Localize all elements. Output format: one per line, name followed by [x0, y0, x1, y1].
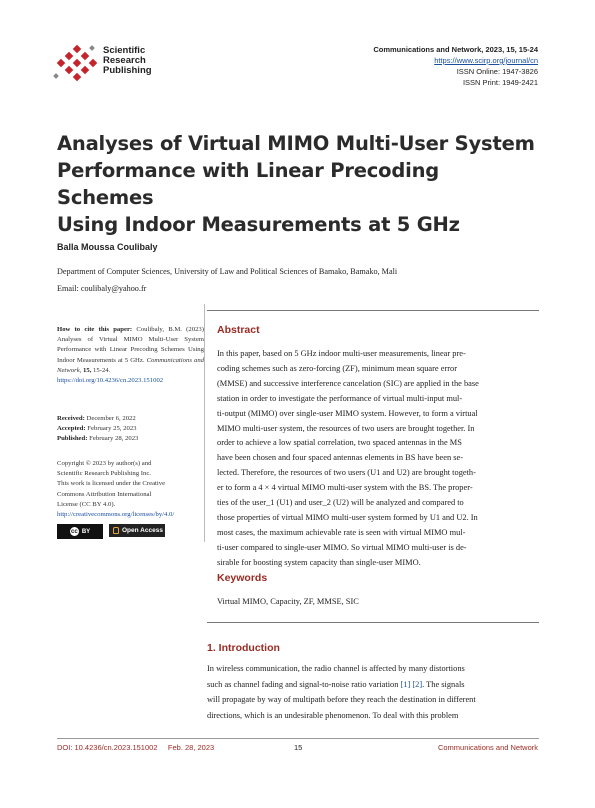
paper-title: Analyses of Virtual MIMO Multi-User System Performance with Linear Precoding Schemes Using Indoor Measurements at 5 GHz [57, 132, 535, 236]
column-divider [204, 304, 205, 542]
footer-journal: Communications and Network [437, 743, 538, 752]
accepted-date: February 25, 2023 [85, 425, 137, 433]
journal-citation-line: Communications and Network, 2023, 15, 15-24 [373, 45, 538, 54]
license-block: Copyright © 2023 by author(s) and Scientific Research Publishing Inc. This work is licensed under the Creative Commons Attribution International License (CC BY 4.0). http://creativecommons.org/licenses/by/4.0/ [57, 460, 175, 519]
affiliation: Department of Computer Sciences, University of Law and Political Sciences of Bamako, Bamako, Mali [57, 267, 398, 276]
license-link[interactable]: http://creativecommons.org/licenses/by/4.0/ [57, 511, 175, 519]
author-email: Email: coulibaly@yahoo.fr [57, 284, 147, 293]
reference-link-1[interactable]: [1] [400, 679, 411, 689]
abstract-heading: Abstract [217, 324, 260, 336]
footer-doi-date: DOI: 10.4236/cn.2023.151002 Feb. 28, 2023 [57, 743, 215, 752]
page-number: 15 [294, 743, 303, 752]
issn-print: ISSN Print: 1949-2421 [462, 78, 538, 87]
open-lock-icon [113, 527, 119, 534]
published-date: February 28, 2023 [87, 435, 139, 443]
cite-label: How to cite this paper: [57, 326, 133, 333]
publisher-name: Scientific Research Publishing [103, 45, 152, 76]
reference-link-2[interactable]: [2] [412, 679, 423, 689]
abstract-top-rule [207, 310, 539, 311]
journal-info [373, 44, 538, 88]
creative-commons-icon: cc [70, 528, 78, 535]
open-access-badge[interactable]: Open Access [109, 524, 165, 537]
footer-rule [57, 738, 539, 739]
author-name: Balla Moussa Coulibaly [57, 242, 158, 252]
license-badges [57, 524, 165, 538]
citation-block: How to cite this paper: Coulibaly, B.M. (2023) Analyses of Virtual MIMO Multi-User System Performance with Linear Precoding Schemes Using Indoor Measurements at 5 GHz. Communications and Network, 15, 15-24. https://doi.org/10.4236/cn.2023.151002 [57, 326, 205, 385]
keywords-list: Virtual MIMO, Capacity, ZF, MMSE, SIC [217, 597, 359, 606]
section-rule [207, 622, 539, 623]
keywords-heading: Keywords [217, 572, 268, 584]
abstract-body: In this paper, based on 5 GHz indoor multi-user measurements, linear pre- coding schemes such as zero-forcing (ZF), minimum mean square error (MMSE) and successive interference cancelation (SIC) are applied in the base station in order to investigate the performance of virtual multi-input mul- ti-output (MIMO) over single-user MIMO system. However, to form a virtual MIMO multi-user system, the resources of two users are brought together. In order to achieve a low spatial correlation, two spaced antennas in the MS have been chosen and four spaced antennas elements in BS have been se- lected. Therefore, the resources of two users (U1 and U2) are brought togeth- er to form a 4 × 4 virtual MIMO multi-user system with the BS. The proper- ties of the user_1 (U1) and user_2 (U2) will be analyzed and compared to those properties of virtual MIMO multi-user system formed by U1 and U2. In most cases, the maximum achievable rate is seen with virtual MIMO mul- ti-user compared to single-user MIMO. So virtual MIMO multi-user is de- sirable for boosting system capacity than single-user MIMO. [217, 349, 479, 567]
issn-online: ISSN Online: 1947-3826 [456, 67, 538, 76]
dates-block: Received: December 6, 2022 Accepted: February 25, 2023 Published: February 28, 2023 [57, 415, 139, 443]
received-date: December 6, 2022 [84, 415, 136, 422]
journal-url-link[interactable]: https://www.scirp.org/journal/cn [434, 56, 538, 65]
publisher-logo [52, 44, 104, 82]
doi-link[interactable]: https://doi.org/10.4236/cn.2023.151002 [57, 377, 164, 385]
introduction-heading: 1. Introduction [207, 642, 280, 654]
cc-by-badge[interactable]: cc BY [57, 524, 103, 539]
introduction-body: In wireless communication, the radio channel is affected by many distortions such as channel fading and signal-to-noise ratio variation [1] [2]. The signals will propagate by way of multipath before they reach the destination in different directions, which is an undesirable phenomenon. To deal with this problem [207, 664, 476, 720]
